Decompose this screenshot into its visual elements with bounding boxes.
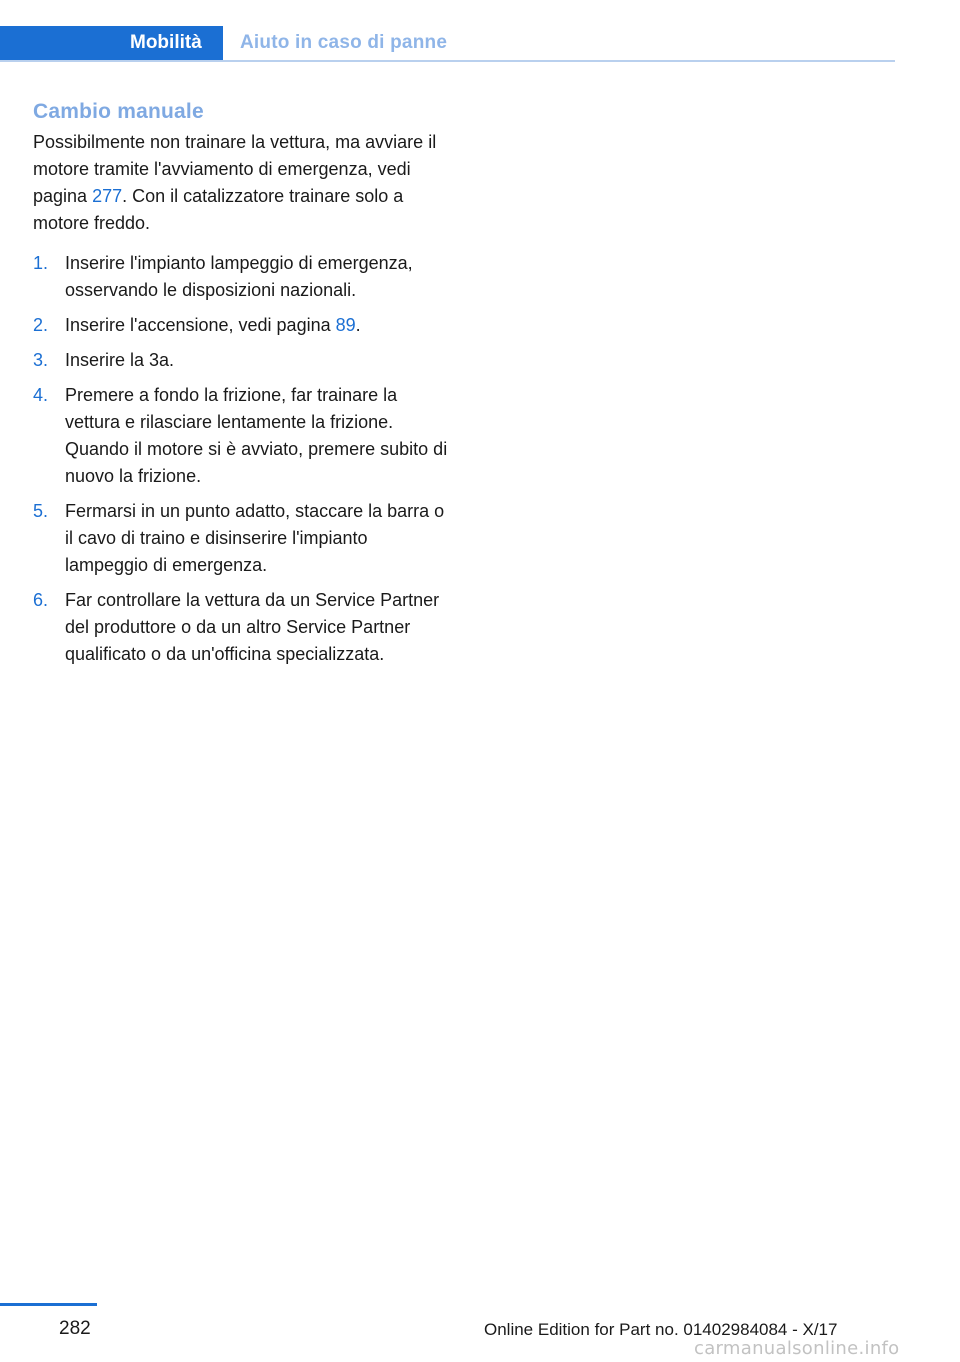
chapter-tab[interactable]: Mobilità [0, 26, 223, 60]
step-number: 2. [33, 315, 49, 335]
step-text: Inserire la 3a. [65, 350, 175, 370]
step-text: Premere a fondo la frizione, far trainare la vettura e rilasciare lentamente la frizione. Quando il motore si è avviato, premere subito di nuovo la frizione. [65, 385, 448, 486]
step-text-end: . [355, 315, 361, 335]
step-number: 1. [33, 253, 49, 273]
step-text: Far controllare la vettura da un Service Partner del produttore o da un altro Service Partner qualificato o da un'officina specializzata. [65, 590, 440, 664]
page-link-89[interactable]: 89 [335, 315, 356, 335]
list-item [33, 382, 453, 490]
step-text: Fermarsi in un punto adatto, staccare la barra o il cavo di traino e disinserire l'impianto lampeggio di emergenza. [65, 501, 445, 575]
page-link-277[interactable]: 277 [92, 186, 123, 206]
list-item [33, 250, 453, 304]
page-header [0, 26, 895, 62]
section-title: Cambio manuale [33, 100, 204, 123]
footer-divider [0, 1303, 97, 1306]
watermark: carmanualsonline.info [694, 1338, 900, 1359]
list-item [33, 498, 453, 579]
step-number: 3. [33, 350, 49, 370]
header-divider [0, 60, 895, 62]
intro-text: Possibilmente non trainare la vettura, ma avviare il motore tramite l'avviamento di emergenza, vedi pagina [33, 132, 437, 206]
intro-text-end: . Con il catalizzatore trainare solo a motore freddo. [33, 186, 404, 233]
edition-note: Online Edition for Part no. 01402984084 - X/17 [484, 1320, 838, 1339]
intro-paragraph [33, 129, 453, 237]
step-number: 6. [33, 590, 49, 610]
step-number: 4. [33, 385, 49, 405]
list-item [33, 587, 453, 668]
main-content [33, 100, 453, 676]
page-number: 282 [59, 1318, 91, 1339]
step-number: 5. [33, 501, 49, 521]
list-item [33, 312, 453, 339]
step-text: Inserire l'impianto lampeggio di emergenza, osservando le disposizioni nazionali. [65, 253, 413, 300]
steps-list [33, 250, 453, 668]
step-text: Inserire l'accensione, vedi pagina [65, 315, 336, 335]
section-tab[interactable]: Aiuto in caso di panne [240, 32, 448, 53]
list-item [33, 347, 453, 374]
